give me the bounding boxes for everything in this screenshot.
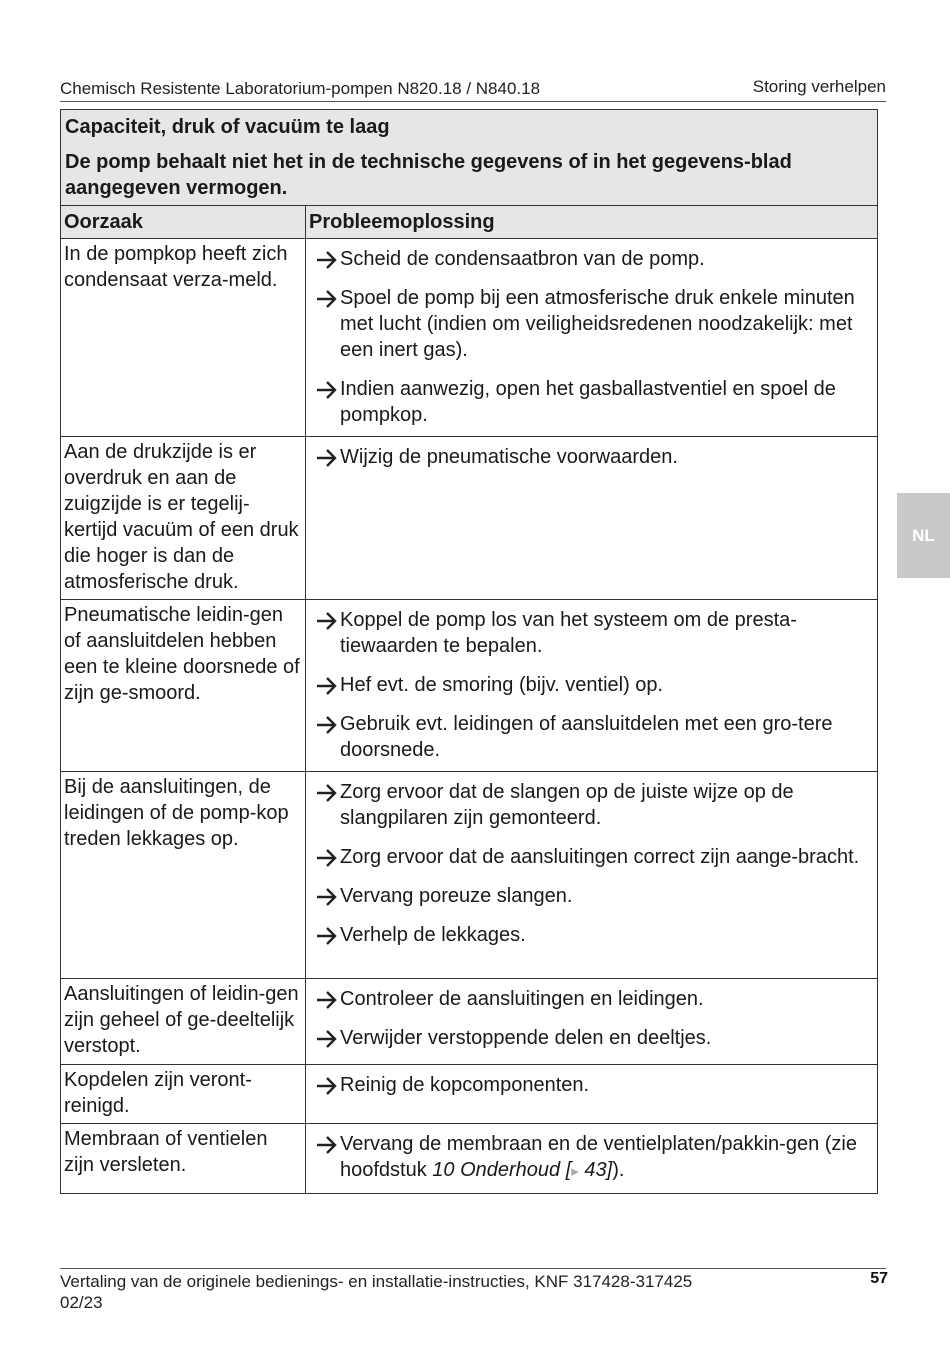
solution-cell (306, 1065, 878, 1124)
solution-text: Verwijder verstoppende delen en deeltjes. (340, 1027, 712, 1049)
table-row (61, 600, 878, 772)
solution-text: Vervang poreuze slangen. (340, 885, 573, 907)
solution-item (315, 672, 871, 698)
solution-item (315, 246, 871, 272)
arrow-right-icon (315, 247, 340, 273)
arrow-right-icon (315, 780, 340, 806)
solution-text: Hef evt. de smoring (bijv. ventiel) op. (340, 674, 664, 696)
solution-text-prefix: Vervang de membraan en de ventielplaten/pakkin-gen (zie hoofdstuk (340, 1133, 857, 1181)
cause-cell: Bij de aansluitingen, de leidingen of de pomp-kop treden lekkages op. (61, 772, 306, 979)
solution-text: Wijzig de pneumatische voorwaarden. (340, 446, 678, 468)
chapter-reference-link[interactable] (432, 1159, 612, 1181)
solution-cell (306, 1124, 878, 1194)
table-row (61, 239, 878, 437)
header-divider (60, 101, 886, 102)
footer-divider (60, 1268, 886, 1269)
solution-text: Controleer de aansluitingen en leidingen. (340, 988, 704, 1010)
table-row (61, 772, 878, 979)
document-title: Chemisch Resistente Laboratorium-pompen N820.18 / N840.18 (60, 79, 541, 98)
solution-text: Scheid de condensaatbron van de pomp. (340, 248, 705, 270)
cause-cell: Aan de drukzijde is er overdruk en aan de zuigzijde is er tegelij-kertijd vacuüm of een druk die hoger is dan de atmosferische druk. (61, 437, 306, 600)
solution-cell (306, 979, 878, 1065)
table-heading (61, 110, 878, 206)
arrow-right-icon (315, 845, 340, 871)
footer-document-line: Vertaling van de originele bedienings- en installatie-instructies, KNF 317428-317425 (60, 1272, 693, 1291)
arrow-right-icon (315, 377, 340, 403)
solution-item (315, 922, 871, 948)
solution-item (315, 711, 871, 763)
cause-cell: Membraan of ventielen zijn versleten. (61, 1124, 306, 1194)
solution-item (315, 285, 871, 363)
arrow-right-icon (315, 608, 340, 634)
table-row (61, 1065, 878, 1124)
arrow-right-icon (315, 1132, 340, 1158)
arrow-right-icon (315, 1073, 340, 1099)
solution-cell (306, 772, 878, 979)
cause-cell: Aansluitingen of leidin-gen zijn geheel of ge-deeltelijk verstopt. (61, 979, 306, 1065)
solution-text (340, 1131, 871, 1185)
footer-date: 02/23 (60, 1293, 103, 1312)
column-header-solution: Probleemoplossing (306, 206, 878, 239)
arrow-right-icon (315, 1026, 340, 1052)
solution-item (315, 1025, 871, 1051)
arrow-right-icon (315, 673, 340, 699)
arrow-right-icon (315, 712, 340, 738)
table-subtitle: De pomp behaalt niet het in de technische gegevens of in het gegevens-blad aangegeven vermogen. (65, 151, 792, 199)
solution-cell (306, 437, 878, 600)
solution-text: Gebruik evt. leidingen of aansluitdelen met een gro-tere doorsnede. (340, 713, 833, 761)
solution-item (315, 444, 871, 470)
table-row (61, 437, 878, 600)
chapter-reference-text: 10 Onderhoud [ (432, 1159, 572, 1181)
arrow-right-icon (315, 923, 340, 949)
arrow-right-icon (315, 445, 340, 471)
solution-text: Verhelp de lekkages. (340, 924, 526, 946)
page-number: 57 (870, 1270, 888, 1287)
cause-cell: In de pompkop heeft zich condensaat verza-meld. (61, 239, 306, 437)
solution-item (315, 844, 871, 870)
section-title: Storing verhelpen (752, 77, 886, 96)
solution-item (315, 1072, 871, 1098)
cause-cell: Pneumatische leidin-gen of aansluitdelen hebben een te kleine doorsnede of zijn ge-smoord. (61, 600, 306, 772)
solution-text: Spoel de pomp bij een atmosferische druk enkele minuten met lucht (indien om veiligheidsredenen noodzakelijk: met een inert gas). (340, 287, 855, 361)
table-title: Capaciteit, druk of vacuüm te laag (65, 116, 390, 138)
chapter-reference-page: 43] (578, 1159, 613, 1181)
column-header-cause: Oorzaak (61, 206, 306, 239)
solution-item (315, 883, 871, 909)
solution-text: Zorg ervoor dat de aansluitingen correct zijn aange-bracht. (340, 846, 860, 868)
table-row (61, 979, 878, 1065)
arrow-right-icon (315, 286, 340, 312)
solution-item (315, 376, 871, 428)
page-reference-arrow-icon: ▸ (571, 1163, 579, 1180)
solution-text: Zorg ervoor dat de slangen op de juiste wijze op de slangpilaren zijn gemonteerd. (340, 781, 794, 829)
solution-item (315, 986, 871, 1012)
solution-item (315, 1131, 871, 1185)
solution-cell (306, 239, 878, 437)
solution-item (315, 607, 871, 659)
troubleshooting-table (60, 109, 878, 1194)
solution-text: Reinig de kopcomponenten. (340, 1074, 590, 1096)
solution-item (315, 779, 871, 831)
arrow-right-icon (315, 884, 340, 910)
solution-cell (306, 600, 878, 772)
table-row (61, 1124, 878, 1194)
solution-text: Koppel de pomp los van het systeem om de presta-tiewaarden te bepalen. (340, 609, 797, 657)
solution-text-suffix: ). (612, 1159, 625, 1181)
cause-cell: Kopdelen zijn veront-reinigd. (61, 1065, 306, 1124)
language-tab: NL (897, 493, 950, 578)
solution-text: Indien aanwezig, open het gasballastventiel en spoel de pompkop. (340, 378, 836, 426)
arrow-right-icon (315, 987, 340, 1013)
footer-text (60, 1271, 780, 1313)
